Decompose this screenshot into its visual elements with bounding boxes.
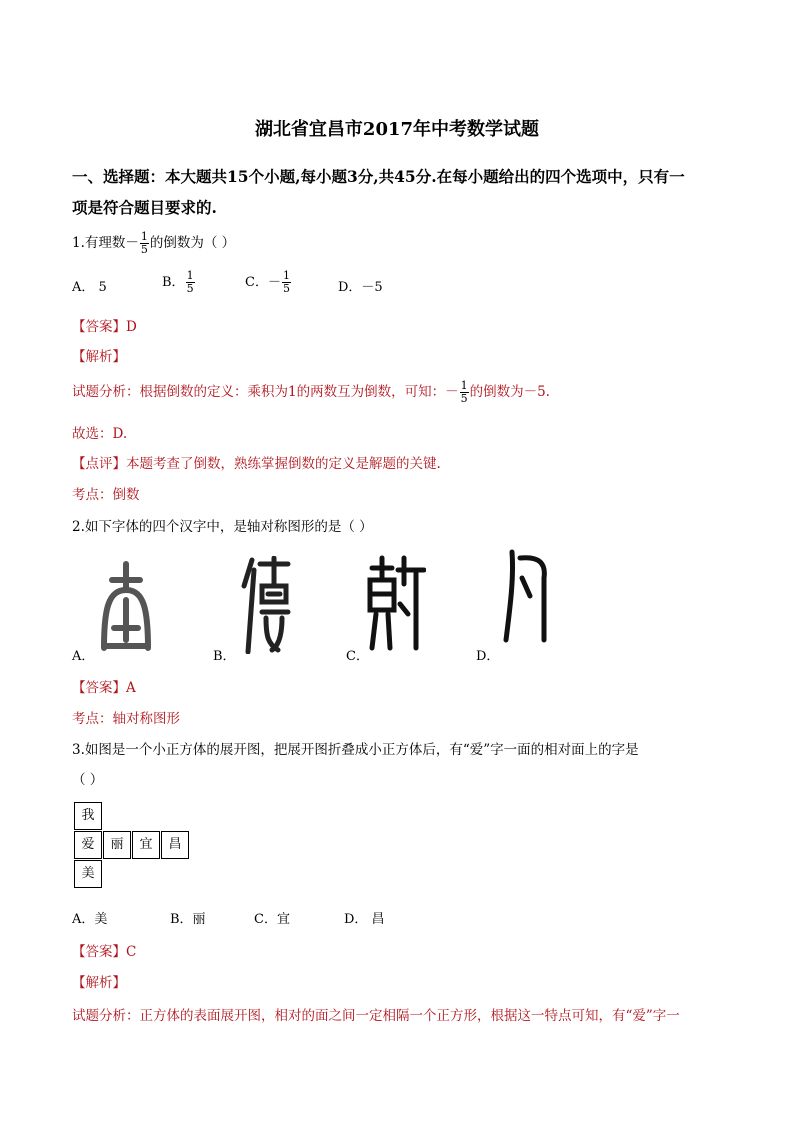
q1-analysis <box>72 380 550 405</box>
q1-option-d: D．－5 <box>338 280 383 295</box>
q3-option-d: D． 昌 <box>344 912 385 927</box>
q3-analysis-label: 【解析】 <box>72 975 126 991</box>
answer-label: 【答案】 <box>72 680 126 696</box>
q1-analysis-after: 的倒数为－5. <box>469 384 550 400</box>
q1-option-c <box>245 270 292 295</box>
q2-answer <box>72 676 136 696</box>
q3-option-b: B．丽 <box>170 912 206 927</box>
q1-comment <box>72 452 441 472</box>
section-heading-line2: 项是符合题目要求的. <box>72 198 217 217</box>
q2-option-d: D． <box>476 649 500 664</box>
seal-character-c-icon <box>366 554 426 652</box>
q1-option-b-fraction <box>186 270 195 295</box>
seal-character-d-icon <box>500 548 550 648</box>
answer-label: 【答案】 <box>72 944 126 960</box>
q3-option-a: A．美 <box>72 912 108 927</box>
comment-label: 【点评】 <box>72 456 126 472</box>
q3-answer <box>72 940 136 960</box>
fraction-denominator: 5 <box>186 282 194 295</box>
net-cell-yi: 宜 <box>132 831 160 859</box>
q2-option-a: A． <box>72 649 95 664</box>
fraction-denominator: 5 <box>460 392 468 405</box>
fraction-numerator: 1 <box>140 230 148 243</box>
q1-kaodian: 考点：倒数 <box>72 487 140 503</box>
answer-value: C <box>126 944 137 960</box>
q3-stem: 3.如图是一个小正方体的展开图，把展开图折叠成小正方体后，有“爱”字一面的相对面上的字是 <box>72 742 639 758</box>
q1-stem-after: 的倒数为（ ） <box>149 235 236 251</box>
answer-label: 【答案】 <box>72 319 126 335</box>
q1-analysis-fraction <box>460 380 469 405</box>
q3-analysis: 试题分析：正方体的表面展开图，相对的面之间一定相隔一个正方形，根据这一特点可知，有“爱”字一 <box>72 1008 680 1024</box>
q1-choose: 故选：D. <box>72 426 128 442</box>
fraction-denominator: 5 <box>282 282 290 295</box>
q2-option-c: C． <box>346 649 369 664</box>
q2-kaodian: 考点：轴对称图形 <box>72 711 180 727</box>
net-cell-chang: 昌 <box>161 831 189 859</box>
fraction-denominator: 5 <box>140 243 148 256</box>
section-heading-line1: 一、选择题：本大题共15个小题,每小题3分,共45分.在每小题给出的四个选项中，只有一 <box>72 167 685 186</box>
q1-option-a: A． 5 <box>72 280 107 295</box>
q1-option-b <box>162 270 196 295</box>
fraction-numerator: 1 <box>282 269 290 282</box>
q2-option-b: B． <box>213 649 236 664</box>
fraction-numerator: 1 <box>460 379 468 392</box>
fraction-numerator: 1 <box>186 269 194 282</box>
q1-analysis-before: 试题分析：根据倒数的定义：乘积为1的两数互为倒数，可知：－ <box>72 384 459 400</box>
q1-stem-fraction <box>140 231 149 256</box>
seal-character-b-icon <box>238 556 294 654</box>
q1-answer <box>72 315 137 335</box>
q3-stem-paren: （ ） <box>72 772 104 788</box>
seal-character-a-icon <box>96 560 156 656</box>
q1-stem <box>72 231 235 256</box>
q1-stem-before: 1.有理数－ <box>72 235 139 251</box>
q1-option-c-label: C．－ <box>245 275 281 290</box>
q1-option-b-label: B． <box>162 275 185 290</box>
comment-text: 本题考查了倒数，熟练掌握倒数的定义是解题的关键. <box>126 456 441 472</box>
net-cell-li: 丽 <box>103 831 131 859</box>
net-cell-ai: 爱 <box>74 831 102 859</box>
q1-option-c-fraction <box>282 270 291 295</box>
answer-value: D <box>126 319 137 335</box>
answer-value: A <box>126 680 136 696</box>
net-cell-bottom: 美 <box>74 860 102 888</box>
page-title: 湖北省宜昌市2017年中考数学试题 <box>254 119 540 140</box>
q2-stem: 2.如下字体的四个汉字中，是轴对称图形的是（ ） <box>72 519 373 535</box>
q1-analysis-label: 【解析】 <box>72 349 126 365</box>
q3-option-c: C．宜 <box>254 912 290 927</box>
net-cell-top: 我 <box>74 802 102 830</box>
